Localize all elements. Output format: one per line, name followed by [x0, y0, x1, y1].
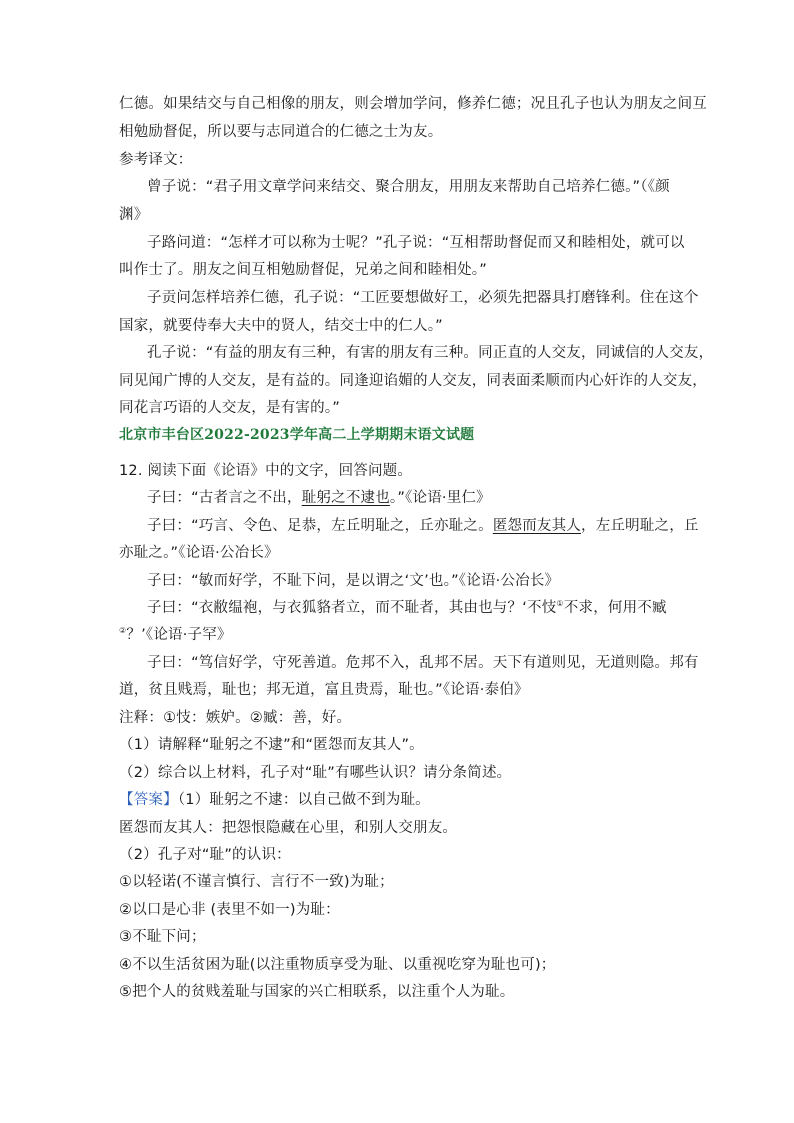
quote-line: 子曰：“敏而好学，不耻下问，是以谓之‘文’也。”《论语·公冶长》	[147, 573, 560, 589]
translation-line: 子贡问怎样培养仁德，孔子说：“工匠要想做好工，必须先把器具打磨锋利。住在这个	[147, 290, 699, 306]
reference-label: 参考译文：	[119, 152, 193, 168]
answer-text: （1）耻躬之不逮：以自己做不到为耻。	[177, 792, 430, 808]
section-heading: 北京市丰台区2022-2023学年高二上学期期末语文试题	[119, 427, 475, 443]
translation-line: 国家，就要侍奉大夫中的贤人，结交士中的仁人。”	[119, 318, 443, 334]
translation-line: 同花言巧语的人交友，是有害的。”	[119, 400, 340, 416]
paragraph-line: 仁德。如果结交与自己相像的朋友，则会增加学问，修养仁德；况且孔子也认为朋友之间互	[119, 96, 707, 112]
question-stem: 12. 阅读下面《论语》中的文字，回答问题。	[119, 463, 413, 479]
translation-line: 渊》	[119, 207, 149, 223]
underlined-phrase: 耻躬之不逮也	[301, 490, 390, 506]
footnote-marker: ②	[119, 626, 127, 636]
answer-line: （2）孔子对“耻”的认识：	[119, 847, 291, 863]
translation-line: 曾子说：“君子用文章学问来结交、聚合朋友，用朋友来帮助自己培养仁德。”（《颜	[147, 179, 670, 195]
translation-line: 同见闻广博的人交友，是有益的。同逢迎谄媚的人交友，同表面柔顺而内心奸诈的人交友，	[119, 373, 707, 389]
answer-point: ④不以生活贫困为耻(以注重物质享受为耻、以重视吃穿为耻也可)；	[119, 957, 556, 973]
quote-line	[119, 625, 232, 645]
answer-point: ①以轻诺(不谨言慎行、言行不一致)为耻；	[119, 874, 394, 890]
quote-source: 。”《论语·里仁》	[389, 490, 491, 506]
quote-text: ，左丘明耻之，丘	[581, 518, 699, 534]
sub-question: （1）请解释“耻躬之不逮”和“匿怨而友其人”。	[119, 737, 424, 753]
quote-line: 亦耻之。”《论语·公冶长》	[119, 545, 279, 561]
answer-point: ③不耻下问；	[119, 929, 206, 945]
answer-line: 匿怨而友其人：把怨恨隐藏在心里，和别人交朋友。	[119, 820, 458, 836]
quote-line	[147, 488, 491, 508]
notes: 注释：①忮：嫉妒。②臧：善，好。	[119, 710, 352, 726]
quote-source: ？’《论语·子罕》	[126, 627, 232, 643]
quote-text: 子曰：“衣敝缊袍，与衣狐貉者立，而不耻者，其由也与？‘不忮	[147, 600, 557, 616]
underlined-phrase: 匿怨而友其人	[492, 518, 582, 534]
quote-text: 不求，何用不臧	[563, 600, 667, 616]
footnote-marker: ①	[556, 599, 564, 609]
translation-line: 子路问道：“怎样才可以称为士呢？”孔子说：“互相帮助督促而又和睦相处，就可以	[147, 235, 685, 251]
translation-line: 孔子说：“有益的朋友有三种，有害的朋友有三种。同正直的人交友，同诚信的人交友，	[147, 345, 714, 361]
answer-line	[119, 790, 430, 810]
answer-point: ⑤把个人的贫贱羞耻与国家的兴亡相联系，以注重个人为耻。	[119, 984, 515, 1000]
answer-point: ②以口是心非 (表里不如一)为耻：	[119, 902, 340, 918]
quote-line	[147, 598, 667, 618]
answer-tag: 【答案】	[119, 792, 178, 808]
quote-line	[147, 516, 699, 536]
translation-line: 叫作士了。朋友之间互相勉励督促，兄弟之间和睦相处。”	[119, 262, 487, 278]
sub-question: （2）综合以上材料，孔子对“耻”有哪些认识？请分条简述。	[119, 765, 512, 781]
quote-text: 子曰：“古者言之不出，	[147, 490, 302, 506]
quote-text: 子曰：“巧言、令色、足恭，左丘明耻之，丘亦耻之。	[147, 518, 493, 534]
quote-line: 子曰：“笃信好学，守死善道。危邦不入，乱邦不居。天下有道则见，无道则隐。邦有	[147, 655, 699, 671]
quote-line: 道，贫且贱焉，耻也；邦无道，富且贵焉，耻也。”《论语·泰伯》	[119, 682, 529, 698]
paragraph-line: 相勉励督促，所以要与志同道合的仁德之士为友。	[119, 124, 443, 140]
